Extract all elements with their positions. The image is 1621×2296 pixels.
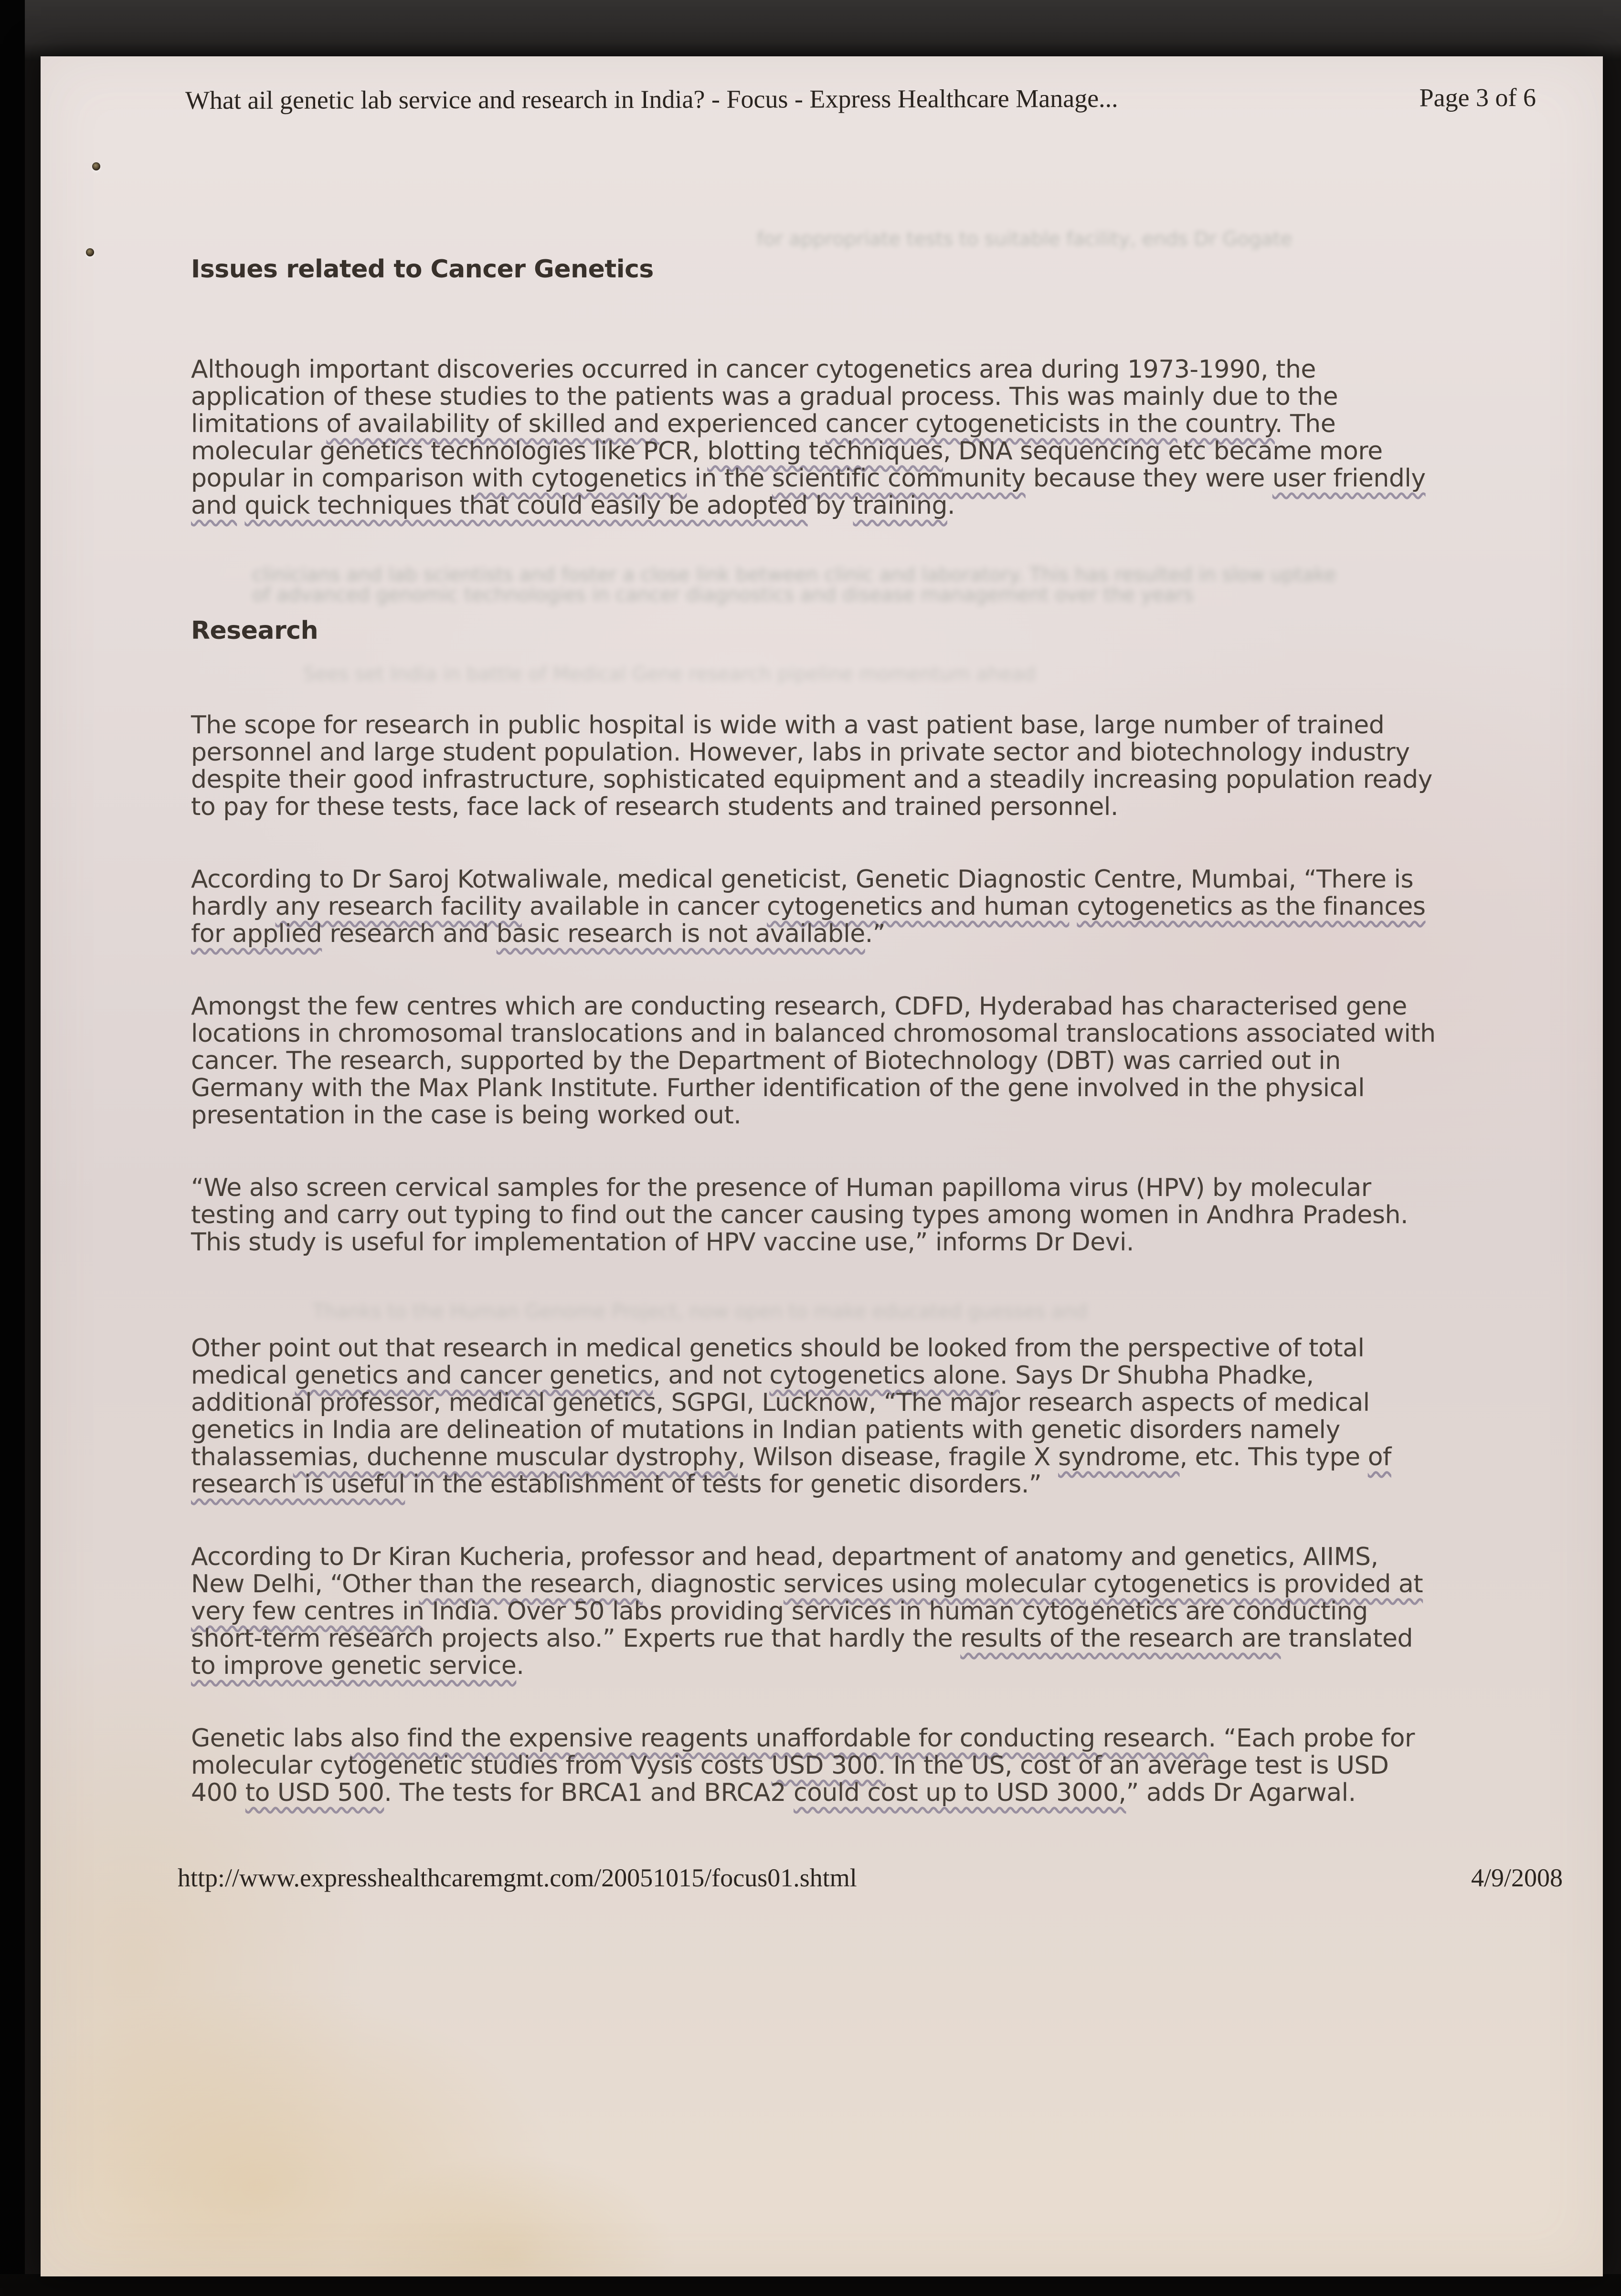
staple-hole (92, 162, 100, 170)
pencil-underlined-phrase: training (853, 491, 947, 520)
pencil-underlined-phrase: cytogenetics and human (767, 892, 1070, 921)
text-segment (1177, 410, 1185, 438)
text-segment: In the US, cost of an average test is USD 400 (191, 1751, 1389, 1807)
text-segment: “We also screen cervical samples for the presence of Human papilloma virus (HPV) by molecular testing and carry out typing to find out the cancer causing types among women in Andhra Pradesh. This study is useful for implementation of HPV vaccine use,” informs Dr Devi. (191, 1174, 1409, 1257)
scanned-page (41, 56, 1603, 2276)
paragraph (191, 1544, 1436, 1680)
section-heading: Research (191, 616, 318, 645)
pencil-underlined-phrase: results of the research are (960, 1624, 1281, 1653)
text-segment: . Says Dr Shubha Phadke, additional professor, medical genetics, SGPGI, Lucknow, “The major research aspects of medical genetics in India are delineation of mutations in Indian patients with genetic disorders namely thalasse (191, 1361, 1370, 1471)
print-header (185, 83, 1536, 115)
pencil-underlined-phrase: cytogenetics is provided at very few centres in (191, 1570, 1423, 1626)
paragraph (191, 866, 1436, 948)
text-segment (237, 491, 244, 520)
text-segment: . “Each probe for molecular cytogenetic studies from Vysis costs (191, 1724, 1415, 1780)
pencil-underlined-phrase: quick techniques that could easily be adopted (244, 491, 808, 520)
staple-hole (86, 248, 94, 256)
text-segment: The scope for research in public hospital is wide with a vast patient base, large number of trained personnel and large student population. However, labs in private sector and biotechnology industry despite their good infrastructure, sophisticated equipment and a steadily increasing population ready to pay for these tests, face lack of research students and trained personnel. (191, 711, 1432, 821)
pencil-underlined-phrase: basic research is not available (496, 920, 865, 948)
pencil-underlined-phrase: also find the expensive reagents unaffordable for conducting research (350, 1724, 1208, 1753)
text-segment: Amongst the few centres which are conducting research, CDFD, Hyderabad has characterised gene locations in chromosomal translocations and in balanced chromosomal translocations associated with cancer. The research, supported by the Department of Biotechnology (DBT) was carried out in Germany with the Max Plank Institute. Further identification of the gene involved in the physical presentation in the case is being worked out. (191, 992, 1436, 1130)
text-segment: ” adds Dr Agarwal. (1126, 1778, 1356, 1807)
section-heading: Issues related to Cancer Genetics (191, 255, 654, 284)
text-segment: , etc. This type (1179, 1443, 1368, 1471)
pencil-underlined-phrase: syndrome (1058, 1443, 1180, 1471)
bleed-through-text: for appropriate tests to suitable facility, ends Dr Gogate (757, 229, 1293, 249)
text-segment: translated (1281, 1624, 1413, 1653)
text-segment: According to Dr Saroj Kotwaliwale, medical geneticist, Genetic Diagnostic Centre, Mumbai, “There is hardly (191, 865, 1414, 921)
text-segment: . The molecular genetics technologies like PCR, (191, 410, 1336, 466)
text-segment: by (807, 491, 853, 520)
text-segment: , Wilson disease, fragile X (737, 1443, 1059, 1471)
pencil-underlined-phrase: than the research, (419, 1570, 643, 1598)
pencil-underlined-phrase: blotting techniques (707, 437, 943, 466)
pencil-underlined-phrase: to improve genetic service (191, 1651, 517, 1680)
text-segment: diagnostic (643, 1570, 784, 1598)
text-segment: . (947, 491, 955, 520)
pencil-underlined-phrase: of research is useful (191, 1443, 1391, 1499)
pencil-underlined-phrase: with cytogenetics (472, 464, 687, 493)
pencil-underlined-phrase: to USD 500 (245, 1778, 384, 1807)
text-segment: research and (322, 920, 497, 948)
source-url: http://www.expresshealthcaremgmt.com/20051015/focus01.shtml (178, 1863, 857, 1892)
pencil-underlined-phrase: USD 300. (771, 1751, 886, 1780)
text-segment: experienced (659, 410, 826, 438)
text-segment: in the (687, 464, 772, 493)
bleed-through-text: clinicians and lab scientists and foster a close link between clinic and laboratory. This has resulted in slow uptake of advanced genomic technologies in cancer diagnostics and disease management over the years (252, 564, 1336, 606)
pencil-underlined-phrase: genetics and cancer genetics (295, 1361, 653, 1390)
bleed-through-text: Sees set India in battle of Medical Gene research pipeline momentum ahead (303, 664, 1036, 684)
text-segment (1086, 1570, 1093, 1598)
paragraph (191, 1335, 1436, 1498)
text-segment: available in cancer (521, 892, 767, 921)
scanner-bed-top (0, 0, 1621, 61)
bleed-through-text: Thanks to the Human Genome Project, now open to make educated guesses and (313, 1301, 1088, 1322)
paragraph (191, 1174, 1436, 1256)
text-segment: .” (865, 920, 886, 948)
paragraph (191, 356, 1436, 519)
print-date: 4/9/2008 (1471, 1863, 1563, 1892)
text-segment: , and not (653, 1361, 770, 1390)
paragraph (191, 712, 1436, 821)
text-segment: . (516, 1651, 524, 1680)
scanner-bed-left (0, 0, 25, 2296)
text-segment: India. Over 50 labs providing services in human cytogenetics are conducting short-term research projects also.” Experts rue that hardly the (191, 1597, 1368, 1653)
pencil-underlined-phrase: could cost up to USD 3000, (794, 1778, 1126, 1807)
pencil-underlined-phrase: any research facility (275, 892, 522, 921)
page-title: What ail genetic lab service and research in India? - Focus - Express Healthcare Manage... (185, 84, 1118, 115)
pencil-underlined-phrase: mias, duchenne muscular dystrophy (293, 1443, 738, 1471)
pencil-underlined-phrase: scientific community (772, 464, 1026, 493)
print-footer (178, 1863, 1563, 1893)
scanner-bed-bottom (0, 2274, 1621, 2296)
pencil-underlined-phrase: cancer cytogeneticists in the (825, 410, 1177, 438)
pencil-underlined-phrase: cytogenetics alone (769, 1361, 1000, 1390)
text-segment: because they were (1025, 464, 1272, 493)
pencil-underlined-phrase: services using molecular (783, 1570, 1086, 1598)
paragraph (191, 993, 1436, 1129)
page-content-area (41, 84, 1603, 1893)
pencil-underlined-phrase: cytogenetics as the finances for applied (191, 892, 1426, 948)
text-segment: Although important discoveries occurred in cancer cytogenetics area during 1973-1990, the application of these studies to the patients was a gradual process. This was mainly due to the limitations (191, 355, 1338, 438)
paragraph (191, 1725, 1436, 1807)
text-segment: , DNA sequencing etc became more popular in comparison (191, 437, 1383, 493)
text-segment: Other point out that research in medical genetics should be looked from the perspective of total medical (191, 1334, 1365, 1390)
pencil-underlined-phrase: user friendly and (191, 464, 1426, 520)
pencil-underlined-phrase: of availability of skilled and (326, 410, 659, 438)
text-segment: According to Dr Kiran Kucheria, professor and head, department of anatomy and genetics, AIIMS, New Delhi, “Other (191, 1543, 1378, 1598)
text-segment (1069, 892, 1077, 921)
page-number: Page 3 of 6 (1419, 83, 1536, 112)
text-segment: . The tests for BRCA1 and BRCA2 (384, 1778, 794, 1807)
text-segment: Genetic labs (191, 1724, 350, 1753)
pencil-underlined-phrase: country (1185, 410, 1275, 438)
document-body (191, 255, 1436, 1807)
text-segment: in the establishment of tests for genetic disorders.” (405, 1470, 1042, 1499)
